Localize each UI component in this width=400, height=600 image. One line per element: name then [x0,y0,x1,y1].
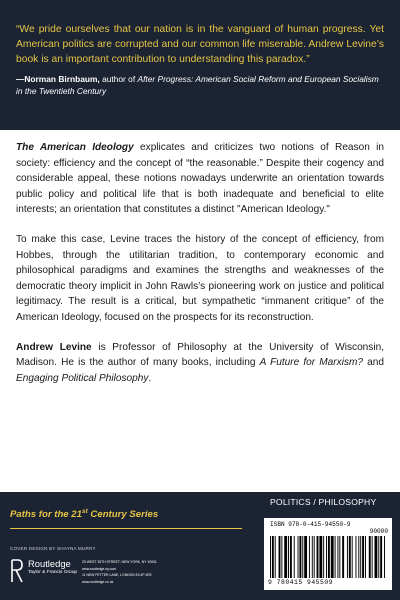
barcode-bar [312,536,313,578]
ean-number: 9 780415 945509 [268,579,334,586]
barcode-bar [358,536,359,578]
series-divider [10,528,242,529]
author-bio: Andrew Levine is Professor of Philosophy at the University of Wisconsin, Madison. He is the author of many books, including A Future for Marxism? and Engaging Political Philosophy. [16,341,384,384]
publisher-address: 29 WEST 35TH STREET, NEW YORK, NY 10001 www.routledge-ny.com 11 NEW FETTER LANE, LONDON EC4P 4EE www.routledge.co.uk [82,560,157,584]
price-code: 90000 [369,528,388,535]
endorsement-author-tail: author of [99,73,138,84]
barcode-bar [275,536,276,578]
barcode-bar [317,536,319,578]
isbn-label: ISBN 978-0-415-94550-9 [270,521,351,528]
barcode-bar [337,536,338,578]
barcode-bar [375,536,378,578]
related-book-1: A Future for Marxism? [259,357,364,369]
barcode-bar [349,536,351,578]
barcode-bar [309,536,310,578]
barcode-bar [347,536,348,578]
barcode-bar [331,536,334,578]
barcode-bar [365,536,366,578]
barcode-bar [362,536,364,578]
book-description [0,130,400,492]
barcode-panel [264,518,392,590]
barcode-bar [298,536,299,578]
barcode-bar [290,536,292,578]
barcode-bar [326,536,327,578]
barcode-bar [270,536,271,578]
barcode-bar [304,536,307,578]
routledge-r-icon [10,558,24,584]
barcode-bar [319,536,322,578]
series-title: Paths for the 21st Century Series [10,508,159,520]
book-title: The American Ideology [16,142,134,153]
barcode-bar [328,536,330,578]
endorsement-author: —Norman Birnbaum, [16,73,100,84]
barcode-bar [372,536,373,578]
related-book-2: Engaging Political Philosophy [16,372,149,384]
barcode-bar [339,536,340,578]
barcode-bar [302,536,303,578]
publisher-logo [10,555,78,585]
endorsement-panel [0,0,400,130]
cover-credit: COVER DESIGN BY SHAYNA MURRY [10,546,96,551]
endorsement-quote: “We pride ourselves that our nation is in the vanguard of human progress. Yet American politics are corrupted and our common life miserable. Andrew Levine’s book is an important contribution to understanding this paradox.” [16,24,384,66]
endorsement-attribution [16,73,384,97]
barcode-icon [270,536,386,578]
barcode-bar [356,536,357,578]
barcode-bar [323,536,324,578]
barcode-bar [279,536,281,578]
barcode-bar [384,536,385,578]
barcode-bar [281,536,282,578]
barcode-bar [352,536,353,578]
barcode-bar [378,536,379,578]
barcode-bar [288,536,289,578]
barcode-bar [272,536,274,578]
endorsement-book-title: After Progress: American Social Reform and European Socialism in the Twentieth Century [16,73,379,96]
barcode-bar [299,536,301,578]
description-paragraph-2: To make this case, Levine traces the history of the concept of efficiency, from Hobbes, through the utilitarian tradition, to contemporary economic and philosophical paradigms and examines the strengths and weaknesses of the democratic theory implicit in John Rawls’s pioneering work on justice and political legitimacy. The result is a critical, but sympathetic “immanent critique” of the American Ideology, focused on the prospects for its reconstruction. [16,233,384,323]
footer-band [0,492,400,600]
publisher-group: Taylor & Francis Group [28,570,78,575]
barcode-bar [294,536,295,578]
barcode-bar [335,536,336,578]
barcode-bar [284,536,287,578]
barcode-bar [342,536,344,578]
category-label: POLITICS / PHILOSOPHY [270,497,377,507]
barcode-bar [360,536,361,578]
barcode-bar [369,536,371,578]
barcode-bar [380,536,382,578]
barcode-bar [314,536,315,578]
description-paragraph-1: The American Ideology explicates and criticizes two notions of Reason in society: efficiency and the concept of “the reasonable.” Despite their cogency and considerable appeal, these notions nowadays underwrite an orientation towards public policy and political life that is both inadequate and beneficial to elite interests; an orientation that constitutes a distinct "American Ideology." [16,142,384,216]
author-name: Andrew Levine [16,341,92,353]
publisher-name: Routledge [28,558,71,569]
